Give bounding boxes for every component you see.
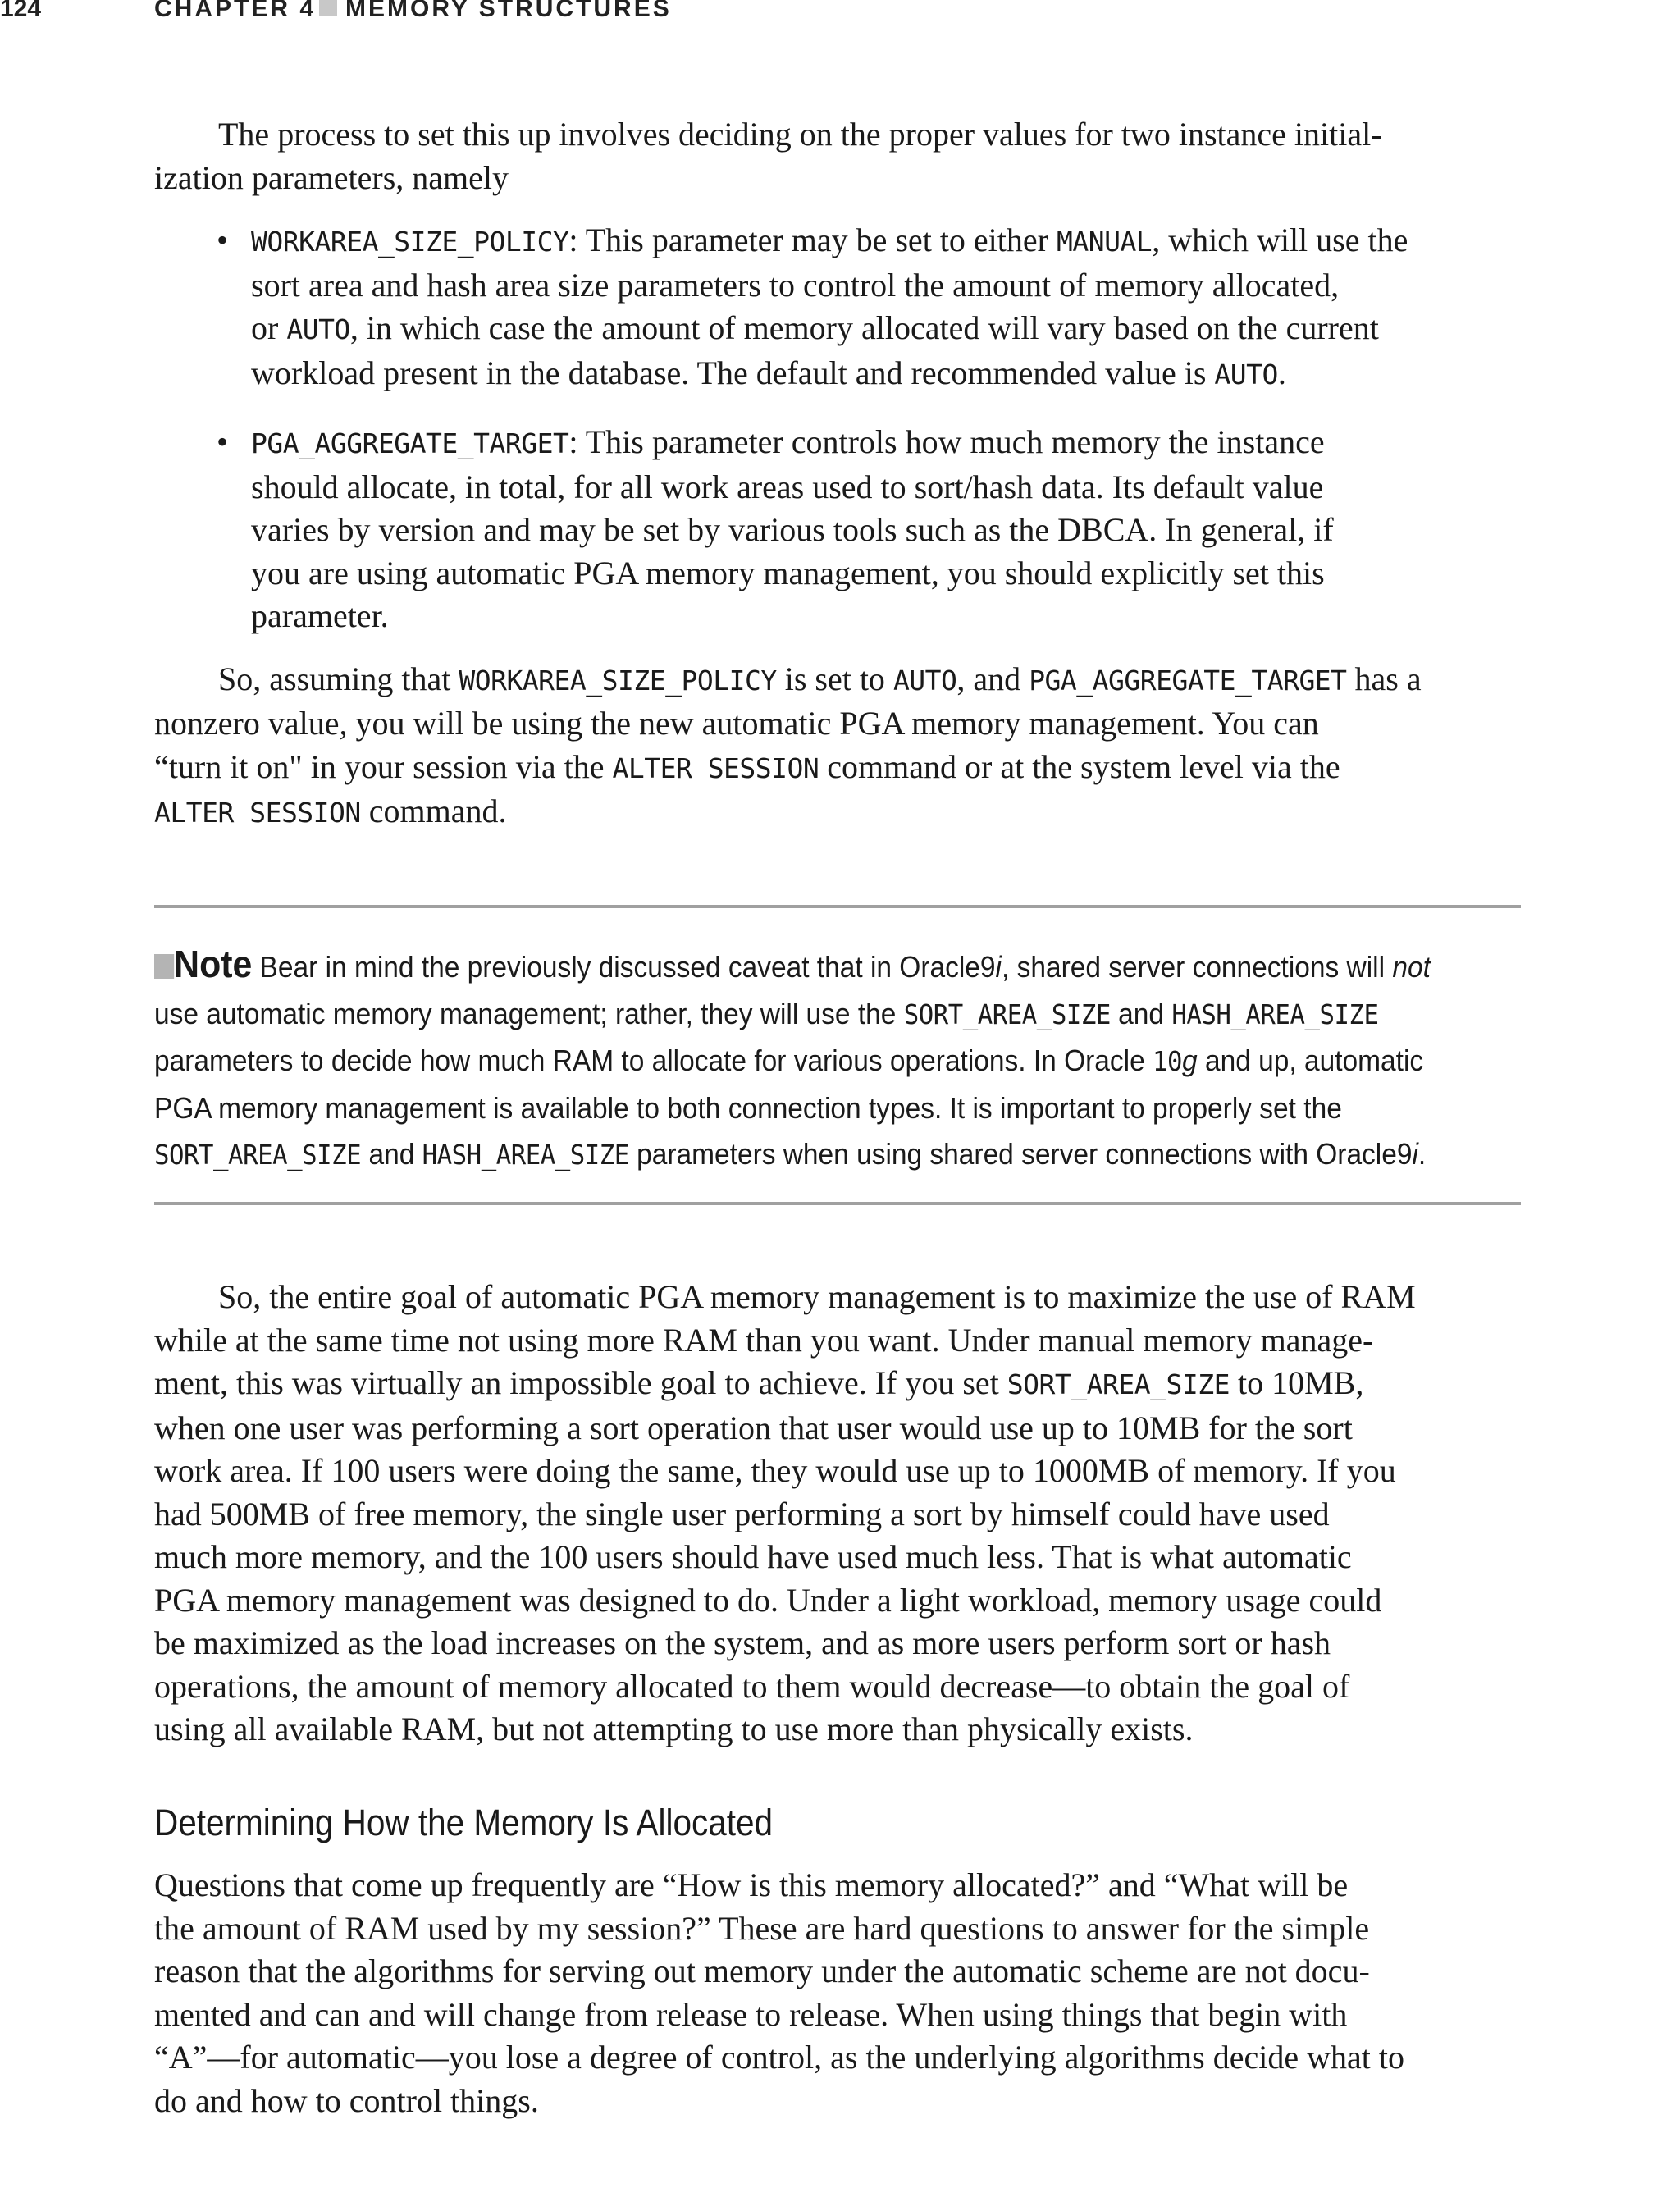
paragraph-line: had 500MB of free memory, the single user performing a sort by himself could have used (154, 1495, 1330, 1532)
chapter-label: CHAPTER 4 (154, 0, 317, 22)
bullet-icon: • (217, 222, 229, 258)
paragraph-line (154, 746, 1524, 791)
text-run: and up, automatic (1197, 1044, 1424, 1077)
code-term: WORKAREA_SIZE_POLICY (251, 226, 569, 258)
text-run: is set to (776, 660, 893, 697)
text-run: parameters when using shared server connections with Oracle9 (628, 1137, 1413, 1171)
list-line (251, 421, 1524, 466)
text-run: command. (360, 792, 507, 829)
list-line: should allocate, in total, for all work areas used to sort/hash data. Its default value (251, 468, 1324, 505)
paragraph-line: the amount of RAM used by my session?” These are hard questions to answer for the simple (154, 1909, 1370, 1947)
text-run: : This parameter controls how much memory the instance (568, 423, 1325, 460)
text-run: command or at the system level via the (819, 747, 1340, 785)
text-run: use automatic memory management; rather, they will use the (154, 996, 904, 1030)
text-run: not (1392, 950, 1431, 984)
text-run: , shared server connections will (1001, 950, 1393, 984)
goal-paragraph (154, 1276, 1524, 1752)
note-line (154, 991, 1425, 1039)
chapter-title (154, 0, 672, 23)
text-run: or (251, 309, 287, 346)
bullet-icon: • (217, 423, 229, 460)
text-run: i (995, 950, 1002, 984)
page-number: 124 (0, 0, 42, 22)
text-run: , in which case the amount of memory allocated will vary based on the current (349, 309, 1379, 346)
list-item (154, 421, 1524, 638)
code-term: AUTO (286, 313, 350, 345)
text-run: ment, this was virtually an impossible goal to achieve. If you set (154, 1364, 1007, 1401)
assuming-paragraph (154, 658, 1524, 835)
text-run: and (1110, 996, 1172, 1030)
paragraph-line: much more memory, and the 100 users should have used much less. That is what automatic (154, 1538, 1352, 1575)
paragraph-line: nonzero value, you will be using the new automatic PGA memory management. You can (154, 705, 1319, 742)
code-term: AUTO (1214, 358, 1278, 391)
code-term: SORT_AREA_SIZE (154, 1139, 362, 1171)
text-run: . (1418, 1137, 1427, 1171)
text-run: and (361, 1137, 422, 1171)
note-line: PGA memory management is available to both connection types. It is important to properly set the (154, 1090, 1342, 1125)
text-run: g (1182, 1044, 1198, 1077)
text-run: parameters to decide how much RAM to allocate for various operations. In Oracle (154, 1044, 1153, 1077)
list-line (251, 219, 1524, 264)
code-term: HASH_AREA_SIZE (422, 1139, 629, 1171)
code-term: SORT_AREA_SIZE (1007, 1368, 1230, 1400)
paragraph-line: “A”—for automatic—you lose a degree of control, as the underlying algorithms decide what to (154, 2039, 1404, 2076)
text-run: : This parameter may be set to either (568, 222, 1057, 258)
text-run: , which will use the (1152, 222, 1408, 258)
paragraph-line: PGA memory management was designed to do. Under a light workload, memory usage could (154, 1581, 1382, 1619)
paragraph-line (154, 658, 1524, 703)
code-term: MANUAL (1056, 226, 1153, 258)
note-line (154, 1038, 1425, 1085)
code-term: SORT_AREA_SIZE (903, 998, 1111, 1030)
code-term: PGA_AGGREGATE_TARGET (251, 427, 569, 459)
paragraph-line: while at the same time not using more RAM than you want. Under manual memory manage- (154, 1321, 1374, 1359)
code-term: PGA_AGGREGATE_TARGET (1029, 664, 1347, 697)
separator-square-icon (319, 0, 337, 16)
text-run: , and (956, 660, 1029, 697)
paragraph-line: reason that the algorithms for serving out memory under the automatic scheme are not docu- (154, 1953, 1370, 1989)
intro-line: ization parameters, namely (154, 158, 509, 196)
intro-line: The process to set this up involves deciding on the proper values for two instance initial- (218, 116, 1382, 153)
list-line: varies by version and may be set by various tools such as the DBCA. In general, if (251, 511, 1334, 548)
section-questions (154, 1864, 1524, 2122)
code-term: HASH_AREA_SIZE (1171, 998, 1379, 1030)
paragraph-line: Questions that come up frequently are “How is this memory allocated?” and “What will be (154, 1866, 1349, 1903)
section-intro (154, 113, 1524, 835)
paragraph-line: operations, the amount of memory allocated to them would decrease—to obtain the goal of (154, 1667, 1350, 1705)
note-line (154, 941, 1431, 991)
text-run: to 10MB, (1229, 1364, 1364, 1401)
list-line (251, 352, 1524, 397)
note-box (154, 905, 1521, 1205)
text-run: . (1277, 354, 1286, 391)
parameter-list (154, 219, 1524, 638)
paragraph-line: So, the entire goal of automatic PGA memory management is to maximize the use of RAM (218, 1278, 1416, 1315)
questions-paragraph (154, 1864, 1524, 2122)
paragraph-line: work area. If 100 users were doing the same, they would use up to 1000MB of memory. If you (154, 1452, 1396, 1489)
section-heading: Determining How the Memory Is Allocated (154, 1802, 774, 1843)
text-run: workload present in the database. The default and recommended value is (251, 354, 1215, 391)
text-run: “turn it on" in your session via the (154, 747, 613, 785)
list-line: sort area and hash area size parameters to control the amount of memory allocated, (251, 266, 1340, 304)
paragraph-line: using all available RAM, but not attempting to use more than physically exists. (154, 1711, 1194, 1747)
code-term: 10 (1153, 1045, 1183, 1077)
text-run: Bear in mind the previously discussed caveat that in Oracle9 (252, 950, 996, 984)
section-goal (154, 1276, 1524, 1752)
running-header (0, 0, 1680, 28)
text-run: i (1412, 1137, 1418, 1171)
paragraph-line: when one user was performing a sort operation that user would use up to 10MB for the sort (154, 1409, 1353, 1446)
text-run: has a (1346, 660, 1422, 697)
note-line (154, 1131, 1425, 1179)
code-term: WORKAREA_SIZE_POLICY (459, 664, 777, 697)
text-run: So, assuming that (218, 660, 459, 697)
list-line: parameter. (251, 597, 389, 634)
list-item (154, 219, 1524, 396)
intro-paragraph (154, 113, 1524, 199)
paragraph-line (154, 790, 1524, 835)
paragraph-line: do and how to control things. (154, 2081, 539, 2119)
paragraph-line: mented and can and will change from release to release. When using things that begin with (154, 1995, 1348, 2033)
code-term: AUTO (892, 664, 957, 697)
list-line (251, 307, 1524, 352)
note-text (154, 941, 1431, 1179)
note-square-icon (154, 954, 174, 979)
list-line: you are using automatic PGA memory management, you should explicitly set this (251, 554, 1325, 592)
note-label: Note (174, 943, 253, 985)
section-label: MEMORY STRUCTURES (345, 0, 672, 22)
paragraph-line (154, 1362, 1524, 1407)
paragraph-line: be maximized as the load increases on the system, and as more users perform sort or hash (154, 1624, 1331, 1661)
code-term: ALTER SESSION (612, 751, 819, 784)
code-term: ALTER SESSION (154, 797, 361, 829)
